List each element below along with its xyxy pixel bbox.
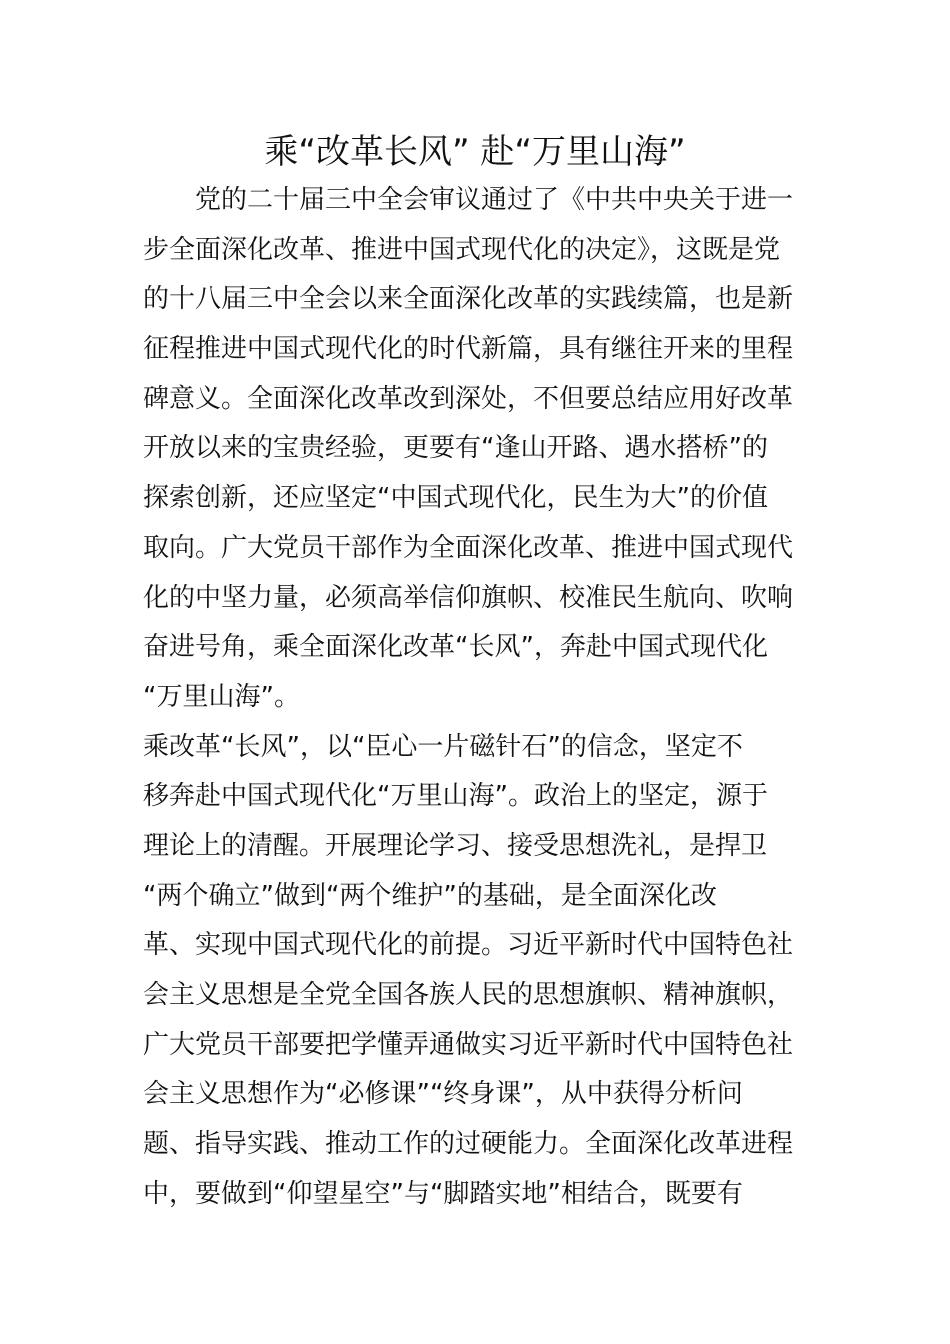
body-line: “两个确立”做到“两个维护”的基础，是全面深化改 bbox=[143, 880, 717, 911]
document-title: 乘“改革长风” 赴“万里山海” bbox=[264, 132, 686, 172]
body-line: “万里山海”。 bbox=[143, 681, 300, 712]
body-line: 广大党员干部要把学懂弄通做实习近平新时代中国特色社 bbox=[143, 1029, 794, 1060]
body-line: 征程推进中国式现代化的时代新篇，具有继往开来的里程 bbox=[143, 334, 794, 365]
body-line: 步全面深化改革、推进中国式现代化的决定》，这既是党 bbox=[143, 234, 781, 265]
body-line: 化的中坚力量，必须高举信仰旗帜、校准民生航向、吹响 bbox=[143, 582, 794, 613]
body-line: 取向。广大党员干部作为全面深化改革、推进中国式现代 bbox=[143, 532, 794, 563]
body-line: 的十八届三中全会以来全面深化改革的实践续篇，也是新 bbox=[143, 284, 794, 315]
body-line: 题、指导实践、推动工作的过硬能力。全面深化改革进程 bbox=[143, 1129, 794, 1160]
body-line: 会主义思想作为“必修课”“终身课”，从中获得分析问 bbox=[143, 1079, 743, 1110]
body-line: 党的二十届三中全会审议通过了《中共中央关于进一 bbox=[143, 185, 794, 215]
body-line: 乘改革“长风”，以“臣心一片磁针石”的信念，坚定不 bbox=[143, 731, 743, 762]
body-line: 奋进号角，乘全面深化改革“长风”，奔赴中国式现代化 bbox=[143, 632, 768, 663]
body-line: 中，要做到“仰望星空”与“脚踏实地”相结合，既要有 bbox=[143, 1178, 743, 1209]
body-line: 移奔赴中国式现代化“万里山海”。政治上的坚定，源于 bbox=[143, 781, 768, 812]
body-line: 会主义思想是全党全国各族人民的思想旗帜、精神旗帜， bbox=[143, 980, 794, 1010]
body-line: 探索创新，还应坚定“中国式现代化，民生为大”的价值 bbox=[143, 483, 768, 514]
document-body bbox=[143, 176, 808, 1219]
body-line: 理论上的清醒。开展理论学习、接受思想洗礼，是捍卫 bbox=[143, 830, 768, 861]
body-line: 开放以来的宝贵经验，更要有“逢山开路、遇水搭桥”的 bbox=[143, 433, 768, 464]
body-line: 革、实现中国式现代化的前提。习近平新时代中国特色社 bbox=[143, 930, 794, 961]
body-line: 碑意义。全面深化改革改到深处，不但要总结应用好改革 bbox=[143, 383, 794, 414]
